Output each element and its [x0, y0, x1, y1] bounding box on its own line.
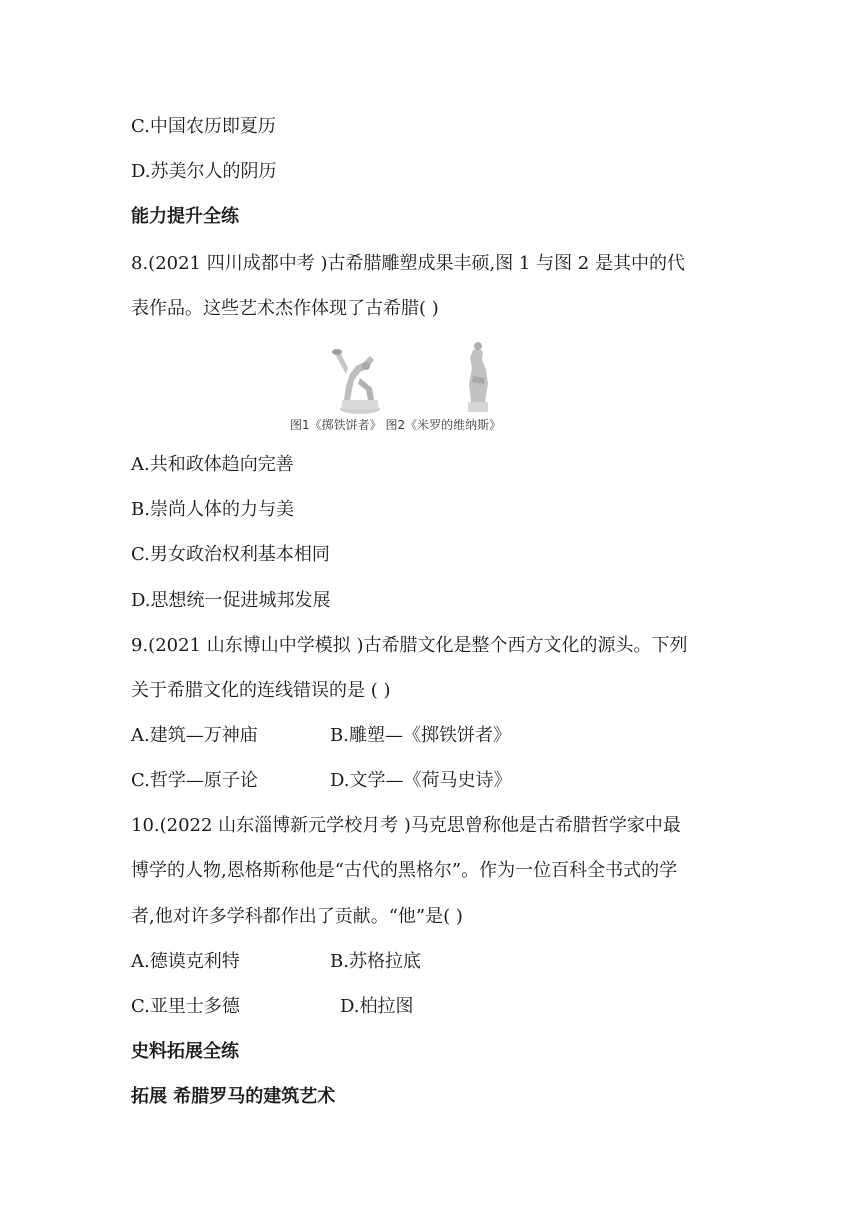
figure-caption: 图1《掷铁饼者》 图2《米罗的维纳斯》	[290, 418, 502, 432]
q10-option-d: D.柏拉图	[340, 996, 414, 1017]
q9-stem-line1: 9.(2021 山东博山中学模拟 )古希腊文化是整个西方文化的源头。下列	[131, 635, 688, 656]
sculpture-figure	[290, 338, 570, 438]
section-extension-title: 史料拓展全练	[131, 1041, 239, 1062]
q9-option-d: D.文学—《荷马史诗》	[330, 770, 512, 791]
venus-de-milo-image	[468, 342, 488, 412]
q8-option-b: B.崇尚人体的力与美	[131, 499, 294, 520]
q9-stem-line2: 关于希腊文化的连线错误的是 ( )	[131, 680, 391, 701]
q8-option-a: A.共和政体趋向完善	[131, 454, 294, 475]
q10-stem-line1: 10.(2022 山东淄博新元学校月考 )马克思曾称他是古希腊哲学家中最	[131, 815, 681, 836]
extension-subtitle: 拓展 希腊罗马的建筑艺术	[131, 1086, 336, 1107]
q7-option-d: D.苏美尔人的阴历	[131, 161, 277, 182]
q9-option-b: B.雕塑—《掷铁饼者》	[330, 725, 511, 746]
q10-option-b: B.苏格拉底	[330, 951, 421, 972]
q9-option-a: A.建筑—万神庙	[131, 725, 258, 746]
q7-option-c: C.中国农历即夏历	[131, 116, 276, 137]
q10-stem-line2: 博学的人物,恩格斯称他是“古代的黑格尔”。作为一位百科全书式的学	[131, 860, 678, 881]
q8-stem-line2: 表作品。这些艺术杰作体现了古希腊( )	[131, 298, 439, 319]
q9-option-c: C.哲学—原子论	[131, 770, 258, 791]
q10-option-a: A.德谟克利特	[131, 951, 240, 972]
discobolus-image	[332, 349, 380, 414]
q10-stem-line3: 者,他对许多学科都作出了贡献。“他”是( )	[131, 906, 463, 927]
q8-option-d: D.思想统一促进城邦发展	[131, 590, 331, 611]
q8-option-c: C.男女政治权利基本相同	[131, 544, 330, 565]
q10-option-c: C.亚里士多德	[131, 996, 240, 1017]
sculpture-images	[290, 338, 570, 418]
section-ability-title: 能力提升全练	[131, 206, 239, 227]
q8-stem-line1: 8.(2021 四川成都中考 )古希腊雕塑成果丰硕,图 1 与图 2 是其中的代	[131, 253, 685, 274]
